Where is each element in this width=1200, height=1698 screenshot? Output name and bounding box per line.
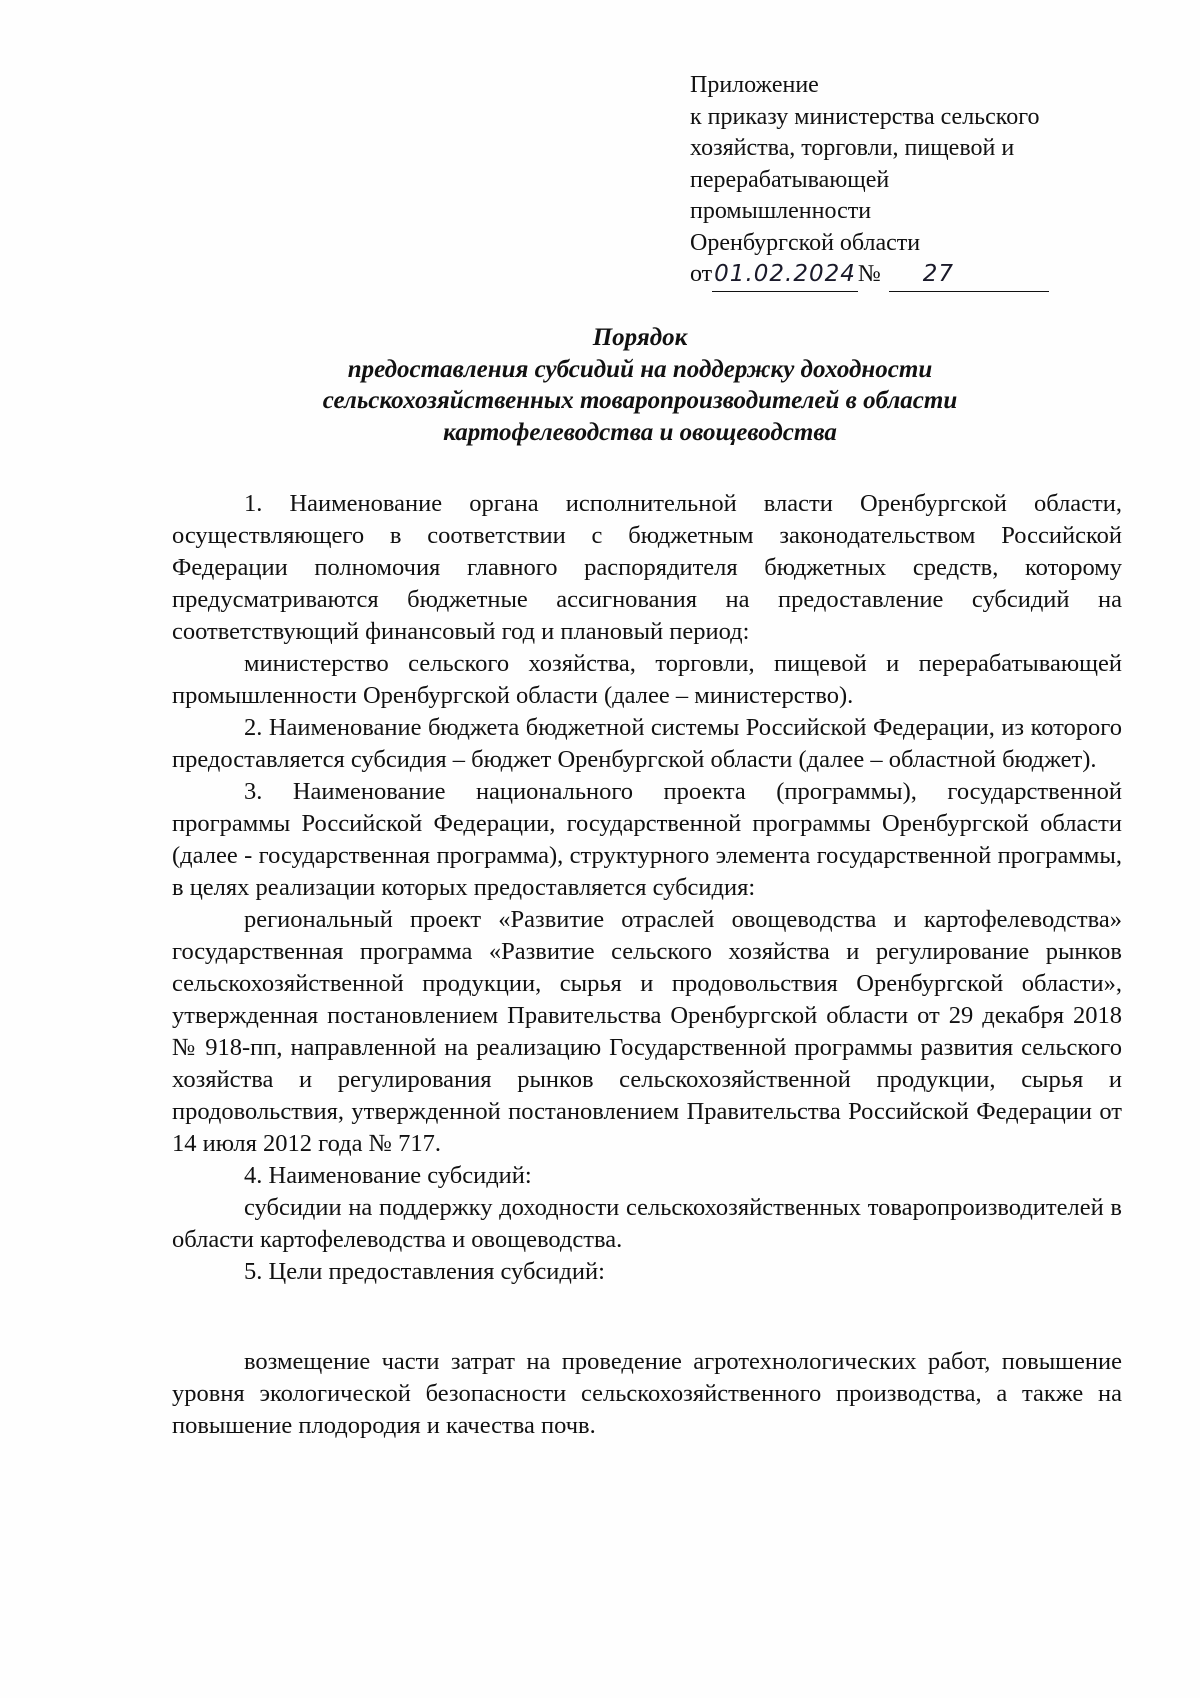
appendix-line-2: к приказу министерства сельского <box>690 103 1040 130</box>
title-line-3: сельскохозяйственных товаропроизводителей в области <box>322 387 958 414</box>
paragraph-7: субсидии на поддержку доходности сельскохозяйственных товаропроизводителей в области картофелеводства и овощеводства. <box>172 1194 1122 1253</box>
appendix-line-5: промышленности <box>690 198 872 224</box>
handwritten-order-number: 27 <box>889 259 1049 292</box>
date-prefix: от <box>690 261 713 287</box>
paragraph-2: министерство сельского хозяйства, торговли, пищевой и перерабатывающей промышленности Оренбургской области (далее – министерство). <box>172 650 1122 709</box>
title-line-1: Порядок <box>592 324 688 351</box>
appendix-line-6: Оренбургской области <box>690 229 921 256</box>
paragraph-9: возмещение части затрат на проведение агротехнологических работ, повышение уровня экологической безопасности сельскохозяйственного производства, а также на повышение плодородия и качества почв. <box>172 1348 1122 1439</box>
appendix-line-3: хозяйства, торговли, пищевой и <box>690 135 1015 161</box>
handwritten-date: 01.02.2024 <box>712 259 858 292</box>
paragraph-5: региональный проект «Развитие отраслей овощеводства и картофелеводства» государственная программа «Развитие сельского хозяйства и регулирование рынков сельскохозяйственной продукции, сырья и продовольствия Оренбургской области», утвержденная постановлением Правительства Оренбургской области от 29 декабря 2018 № 918-пп, направленной на реализацию Государственной программы развития сельского хозяйства и регулирования рынков сельскохозяйственной продукции, сырья и продовольствия, утвержденной постановлением Правительства Российской Федерации от 14 июля 2012 года № 717. <box>172 906 1122 1157</box>
number-sign: № <box>857 261 881 287</box>
appendix-block <box>690 70 1110 292</box>
order-date-number-row <box>690 259 1110 292</box>
paragraph-6: 4. Наименование субсидий: <box>244 1162 532 1189</box>
appendix-line-4: перерабатывающей <box>690 166 890 193</box>
document-body <box>172 488 1122 1442</box>
paragraph-8: 5. Цели предоставления субсидий: <box>244 1258 605 1285</box>
appendix-line-1: Приложение <box>690 72 819 98</box>
title-line-4: картофелеводства и овощеводства <box>443 418 837 446</box>
paragraph-4: 3. Наименование национального проекта (программы), государственной программы Российской Федерации, государственной программы Оренбургской области (далее - государственная программа), структурного элемента государственной программы, в целях реализации которых предоставляется субсидия: <box>172 778 1122 901</box>
document-title <box>150 322 1130 448</box>
paragraph-3: 2. Наименование бюджета бюджетной системы Российской Федерации, из которого предоставляется субсидия – бюджет Оренбургской области (далее – областной бюджет). <box>172 714 1122 773</box>
title-line-2: предоставления субсидий на поддержку доходности <box>347 355 933 383</box>
paragraph-1: 1. Наименование органа исполнительной власти Оренбургской области, осуществляющего в соответствии с бюджетным законодательством Российской Федерации полномочия главного распорядителя бюджетных средств, которому предусматриваются бюджетные ассигнования на предоставление субсидий на соответствующий финансовый год и плановый период: <box>172 490 1122 645</box>
